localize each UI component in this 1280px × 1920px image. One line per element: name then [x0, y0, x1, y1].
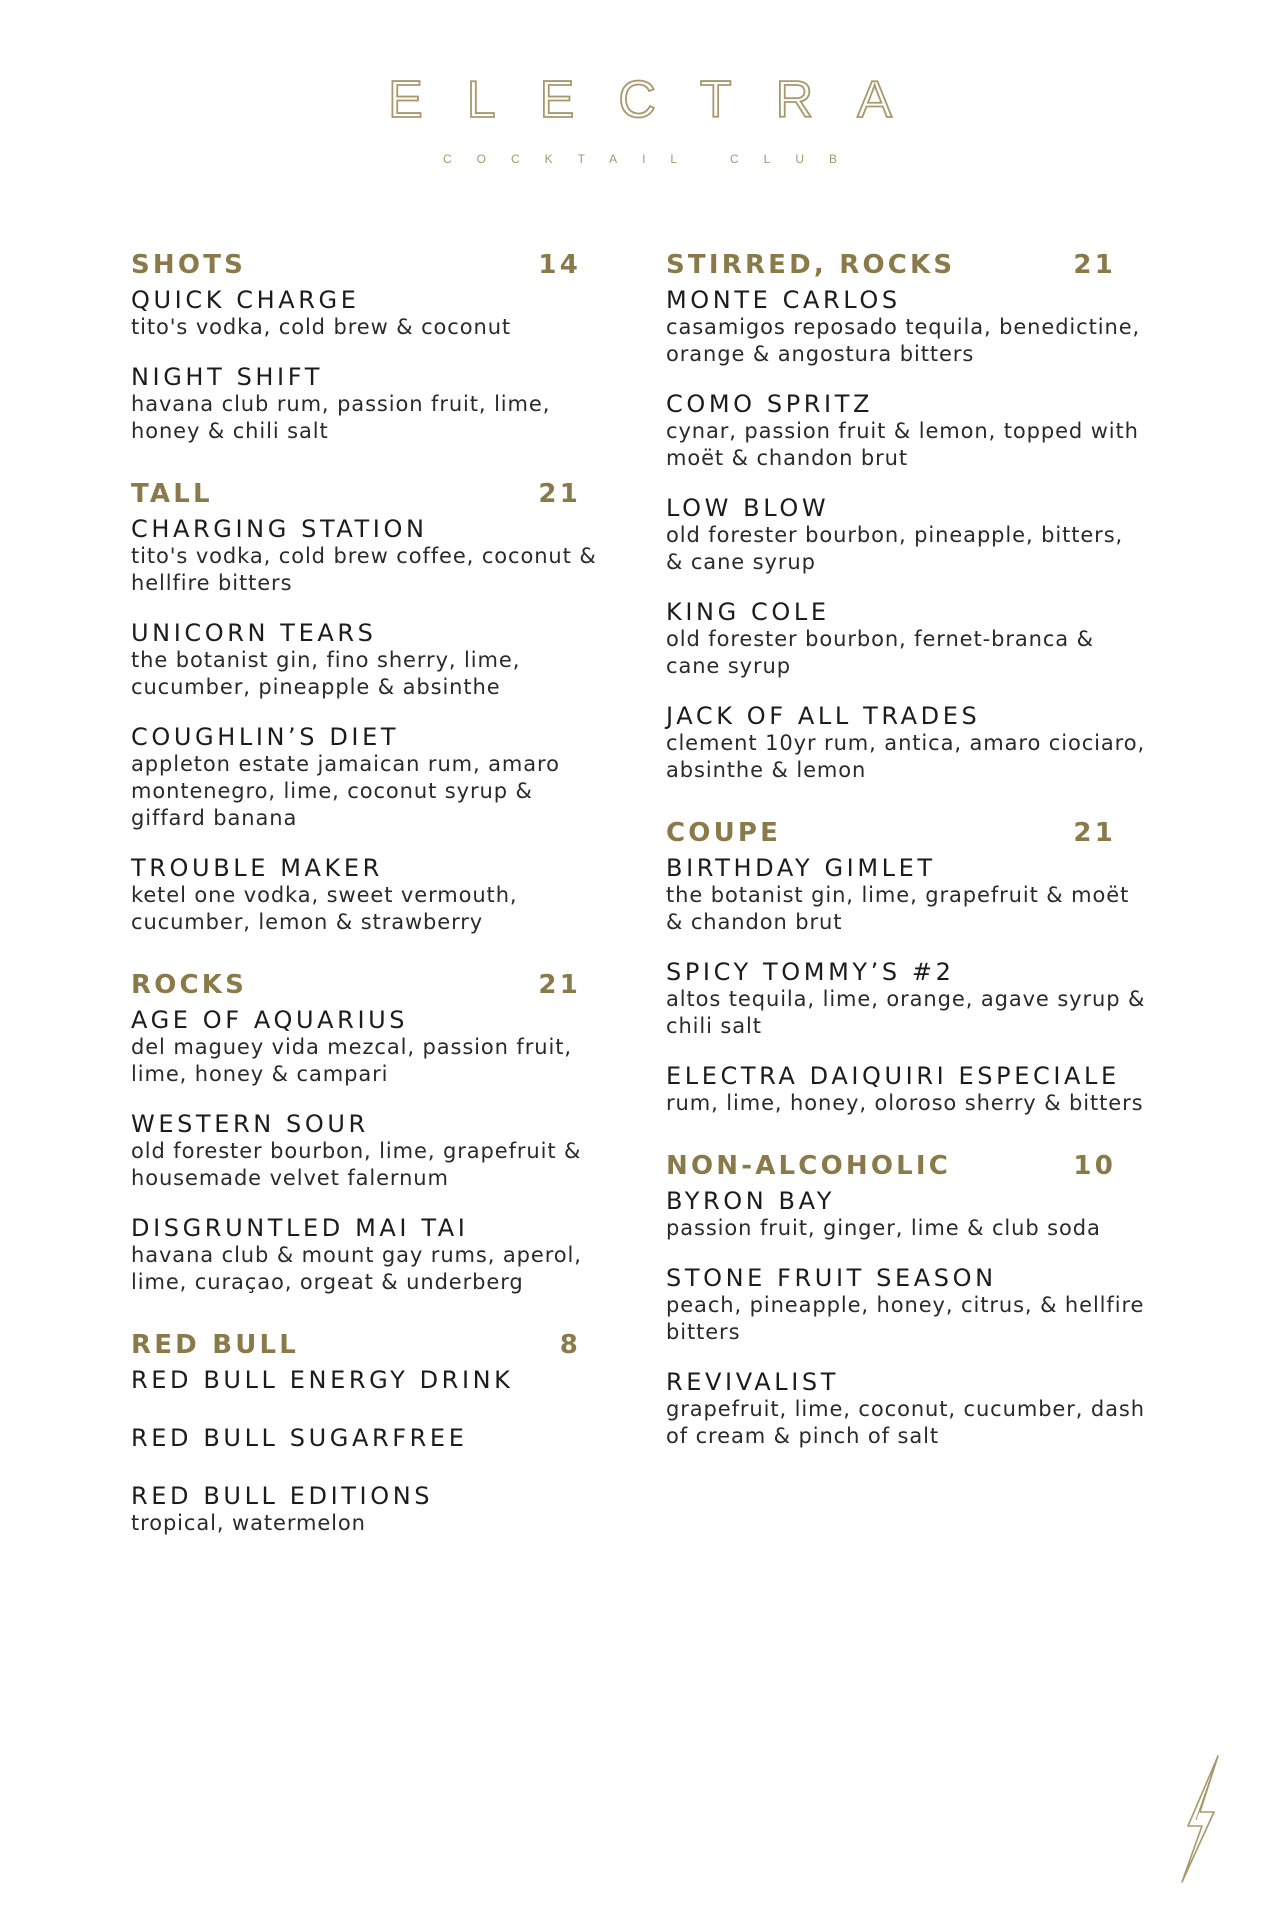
section-title: NON-ALCOHOLIC	[666, 1151, 952, 1181]
menu-section-non-alcoholic	[666, 1151, 1146, 1450]
item-description: the botanist gin, lime, grapefruit & moët & chandon brut	[666, 883, 1130, 934]
menu-item	[666, 1368, 1146, 1450]
section-title: SHOTS	[131, 250, 247, 280]
menu-item	[666, 598, 1146, 680]
item-description: tito's vodka, cold brew coffee, coconut & hellfire bitters	[131, 544, 597, 595]
brand-title: ELECTRA	[388, 71, 936, 129]
item-description: peach, pineapple, honey, citrus, & hellfire bitters	[666, 1293, 1145, 1344]
item-description: cynar, passion fruit & lemon, topped with moët & chandon brut	[666, 419, 1139, 470]
menu-item	[666, 390, 1146, 472]
section-price: 21	[538, 970, 581, 1000]
section-price: 21	[1073, 250, 1116, 280]
section-title: COUPE	[666, 818, 782, 848]
item-description: the botanist gin, fino sherry, lime, cucumber, pineapple & absinthe	[131, 648, 521, 699]
item-name: AGE OF AQUARIUS	[131, 1006, 409, 1034]
menu-item	[131, 515, 611, 597]
menu-item	[131, 1482, 611, 1537]
item-name: WESTERN SOUR	[131, 1110, 369, 1138]
menu-item	[666, 494, 1146, 576]
section-header	[666, 818, 1116, 848]
item-description: old forester bourbon, fernet-branca & cane syrup	[666, 627, 1094, 678]
item-name: JACK OF ALL TRADES	[666, 702, 981, 730]
item-description: havana club rum, passion fruit, lime, honey & chili salt	[131, 392, 551, 443]
item-description: rum, lime, honey, oloroso sherry & bitters	[666, 1091, 1144, 1115]
section-header	[666, 250, 1116, 280]
brand-subtitle: COCKTAIL CLUB	[442, 152, 863, 166]
menu-header	[0, 72, 1280, 166]
item-name: DISGRUNTLED MAI TAI	[131, 1214, 469, 1242]
section-header	[131, 970, 581, 1000]
section-header	[131, 479, 581, 509]
item-name: REVIVALIST	[666, 1368, 839, 1396]
section-header	[666, 1151, 1116, 1181]
section-header	[131, 1330, 581, 1360]
item-description: old forester bourbon, pineapple, bitters, & cane syrup	[666, 523, 1124, 574]
menu-item	[131, 286, 611, 341]
menu-item	[131, 854, 611, 936]
item-description: del maguey vida mezcal, passion fruit, lime, honey & campari	[131, 1035, 572, 1086]
section-title: RED BULL	[131, 1330, 300, 1360]
section-price: 21	[1073, 818, 1116, 848]
left-column	[131, 250, 611, 1571]
menu-item	[666, 1062, 1146, 1117]
menu-item	[666, 854, 1146, 936]
section-title: TALL	[131, 479, 213, 509]
item-name: NIGHT SHIFT	[131, 363, 323, 391]
menu-section-tall	[131, 479, 611, 936]
menu-section-shots	[131, 250, 611, 445]
item-description: havana club & mount gay rums, aperol, lime, curaçao, orgeat & underberg	[131, 1243, 582, 1294]
menu-item	[666, 286, 1146, 368]
menu-section-stirred-rocks	[666, 250, 1146, 784]
item-description: ketel one vodka, sweet vermouth, cucumber, lemon & strawberry	[131, 883, 518, 934]
item-description: altos tequila, lime, orange, agave syrup & chili salt	[666, 987, 1146, 1038]
item-name: COUGHLIN’S DIET	[131, 723, 400, 751]
item-description: grapefruit, lime, coconut, cucumber, dash of cream & pinch of salt	[666, 1397, 1145, 1448]
section-price: 8	[559, 1330, 581, 1360]
item-name: MONTE CARLOS	[666, 286, 901, 314]
item-name: BIRTHDAY GIMLET	[666, 854, 936, 882]
item-name: COMO SPRITZ	[666, 390, 874, 418]
item-description: tito's vodka, cold brew & coconut	[131, 315, 512, 339]
item-name: UNICORN TEARS	[131, 619, 377, 647]
menu-item	[131, 1424, 611, 1452]
item-description: clement 10yr rum, antica, amaro ciociaro, absinthe & lemon	[666, 731, 1146, 782]
item-name: ELECTRA DAIQUIRI ESPECIALE	[666, 1062, 1120, 1090]
item-description: old forester bourbon, lime, grapefruit & housemade velvet falernum	[131, 1139, 582, 1190]
item-name: CHARGING STATION	[131, 515, 428, 543]
menu-item	[666, 1187, 1146, 1242]
item-name: LOW BLOW	[666, 494, 830, 522]
item-name: QUICK CHARGE	[131, 286, 360, 314]
section-title: ROCKS	[131, 970, 248, 1000]
menu-section-coupe	[666, 818, 1146, 1117]
menu-item	[666, 958, 1146, 1040]
item-name: RED BULL ENERGY DRINK	[131, 1366, 514, 1394]
menu-item	[131, 1366, 611, 1394]
item-name: TROUBLE MAKER	[131, 854, 383, 882]
item-name: KING COLE	[666, 598, 830, 626]
item-name: SPICY TOMMY’S #2	[666, 958, 955, 986]
section-price: 14	[538, 250, 581, 280]
menu-section-red-bull	[131, 1330, 611, 1537]
right-column	[666, 250, 1146, 1484]
menu-item	[666, 1264, 1146, 1346]
item-description: appleton estate jamaican rum, amaro montenegro, lime, coconut syrup & giffard banana	[131, 752, 560, 830]
lightning-bolt-icon	[1174, 1754, 1226, 1884]
section-price: 10	[1073, 1151, 1116, 1181]
item-description: tropical, watermelon	[131, 1511, 366, 1535]
item-description: casamigos reposado tequila, benedictine, orange & angostura bitters	[666, 315, 1141, 366]
menu-item	[131, 1214, 611, 1296]
item-name: RED BULL SUGARFREE	[131, 1424, 468, 1452]
menu-section-rocks	[131, 970, 611, 1296]
item-name: STONE FRUIT SEASON	[666, 1264, 997, 1292]
menu-item	[131, 1110, 611, 1192]
menu-item	[131, 723, 611, 832]
section-title: STIRRED, ROCKS	[666, 250, 956, 280]
menu-item	[131, 619, 611, 701]
section-header	[131, 250, 581, 280]
menu-item	[666, 702, 1146, 784]
menu-item	[131, 363, 611, 445]
menu-item	[131, 1006, 611, 1088]
item-name: RED BULL EDITIONS	[131, 1482, 434, 1510]
item-name: BYRON BAY	[666, 1187, 836, 1215]
section-price: 21	[538, 479, 581, 509]
item-description: passion fruit, ginger, lime & club soda	[666, 1216, 1101, 1240]
